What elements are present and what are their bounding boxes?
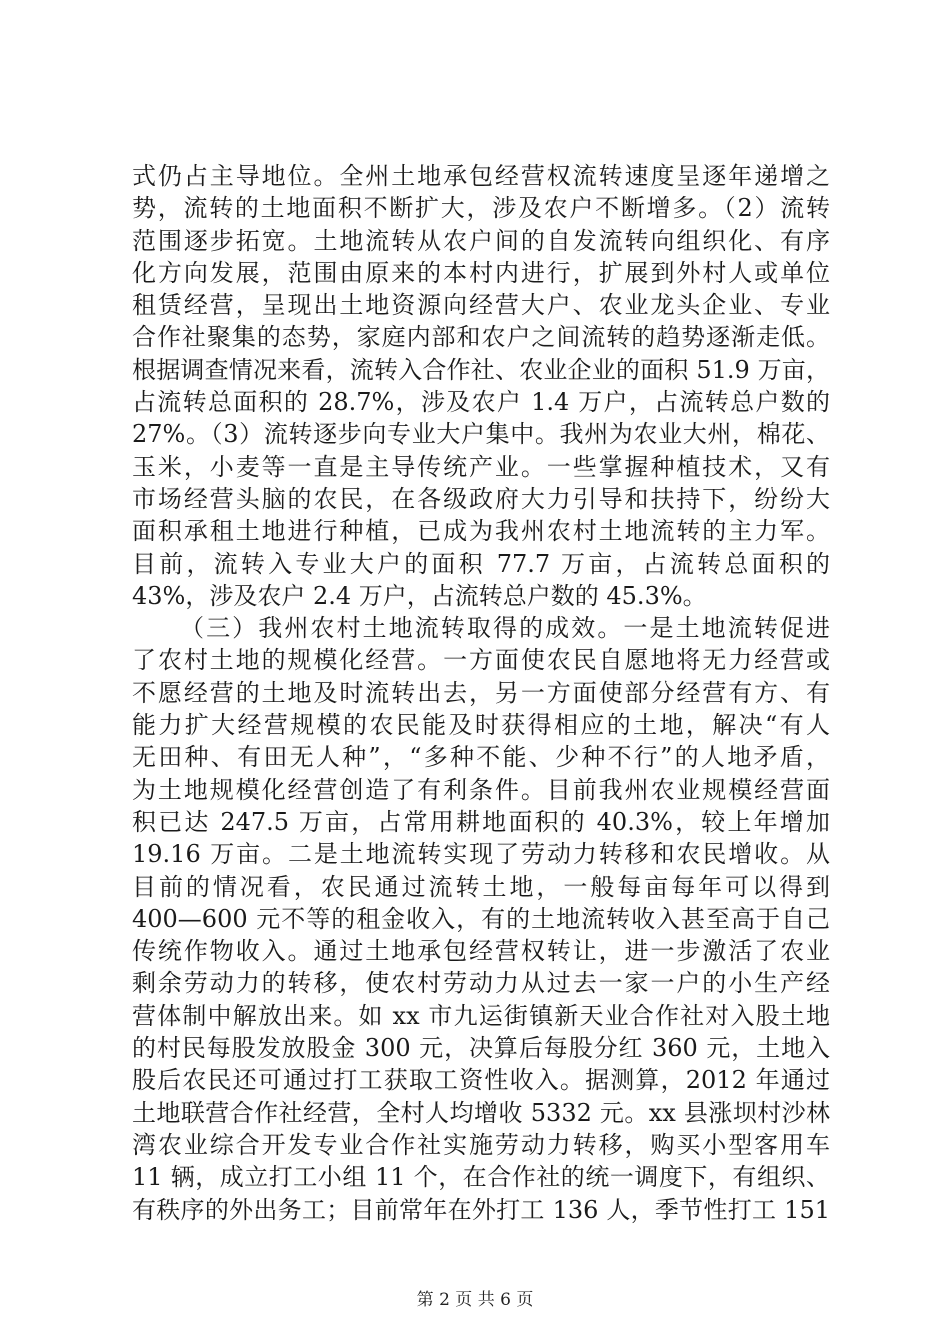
text-line: 范围逐步拓宽。土地流转从农户间的自发流转向组织化、有序 [132, 226, 830, 255]
text-line: 能力扩大经营规模的农民能及时获得相应的土地，解决“有人 [132, 711, 830, 740]
text-line: 43%，涉及农户 2.4 万户，占流转总户数的 45.3%。 [132, 581, 707, 610]
text-line: 有秩序的外出务工；目前常年在外打工 136 人，季节性打工 151 [132, 1195, 830, 1224]
text-line: 面积承租土地进行种植，已成为我州农村土地流转的主力军。 [132, 517, 830, 546]
text-line: 势，流转的土地面积不断扩大，涉及农户不断增多。（2）流转 [132, 194, 830, 223]
text-line: 19.16 万亩。二是土地流转实现了劳动力转移和农民增收。从 [132, 840, 830, 869]
text-line: 的村民每股发放股金 300 元，决算后每股分红 360 元，土地入 [132, 1034, 830, 1063]
text-line: 27%。（3）流转逐步向专业大户集中。我州为农业大州，棉花、 [132, 420, 830, 449]
text-line: 湾农业综合开发专业合作社实施劳动力转移，购买小型客用车 [132, 1130, 830, 1159]
text-line: 玉米，小麦等一直是主导传统产业。一些掌握种植技术，又有 [132, 452, 830, 481]
text-line: 股后农民还可通过打工获取工资性收入。据测算，2012 年通过 [132, 1066, 830, 1095]
text-line: 了农村土地的规模化经营。一方面使农民自愿地将无力经营或 [132, 646, 830, 675]
page-number: 第 2 页 共 6 页 [416, 1290, 534, 1310]
text-line: 合作社聚集的态势，家庭内部和农户之间流转的趋势逐渐走低。 [132, 323, 830, 352]
text-line: 根据调查情况来看，流转入合作社、农业企业的面积 51.9 万亩， [132, 355, 830, 384]
text-line: 无田种、有田无人种”，“多种不能、少种不行”的人地矛盾， [132, 743, 830, 772]
text-line: 400—600 元不等的租金收入，有的土地流转收入甚至高于自己 [132, 904, 830, 933]
text-line: 为土地规模化经营创造了有利条件。目前我州农业规模经营面 [132, 775, 830, 804]
text-line: 目前的情况看，农民通过流转土地，一般每亩每年可以得到 [132, 872, 830, 901]
text-line: 积已达 247.5 万亩，占常用耕地面积的 40.3%，较上年增加 [132, 807, 830, 836]
text-line: 营体制中解放出来。如 xx 市九运街镇新天业合作社对入股土地 [132, 1001, 830, 1030]
paragraph-start-line: （三）我州农村土地流转取得的成效。一是土地流转促进 [180, 614, 830, 643]
text-line: 传统作物收入。通过土地承包经营权转让，进一步激活了农业 [132, 937, 830, 966]
text-line: 化方向发展，范围由原来的本村内进行，扩展到外村人或单位 [132, 258, 830, 287]
text-line: 占流转总面积的 28.7%，涉及农户 1.4 万户，占流转总户数的 [132, 388, 830, 417]
text-line: 目前，流转入专业大户的面积 77.7 万亩，占流转总面积的 [132, 549, 830, 578]
text-line: 市场经营头脑的农民，在各级政府大力引导和扶持下，纷纷大 [132, 484, 830, 513]
text-line: 不愿经营的土地及时流转出去，另一方面使部分经营有方、有 [132, 678, 830, 707]
text-line: 剩余劳动力的转移，使农村劳动力从过去一家一户的小生产经 [132, 969, 830, 998]
page-footer [0, 1290, 950, 1310]
text-line: 式仍占主导地位。全州土地承包经营权流转速度呈逐年递增之 [132, 162, 830, 190]
text-line: 土地联营合作社经营，全村人均增收 5332 元。xx 县涨坝村沙林 [132, 1098, 830, 1127]
text-line: 租赁经营，呈现出土地资源向经营大户、农业龙头企业、专业 [132, 291, 830, 320]
text-line: 11 辆，成立打工小组 11 个，在合作社的统一调度下，有组织、 [132, 1163, 830, 1192]
document-body [132, 160, 830, 1226]
